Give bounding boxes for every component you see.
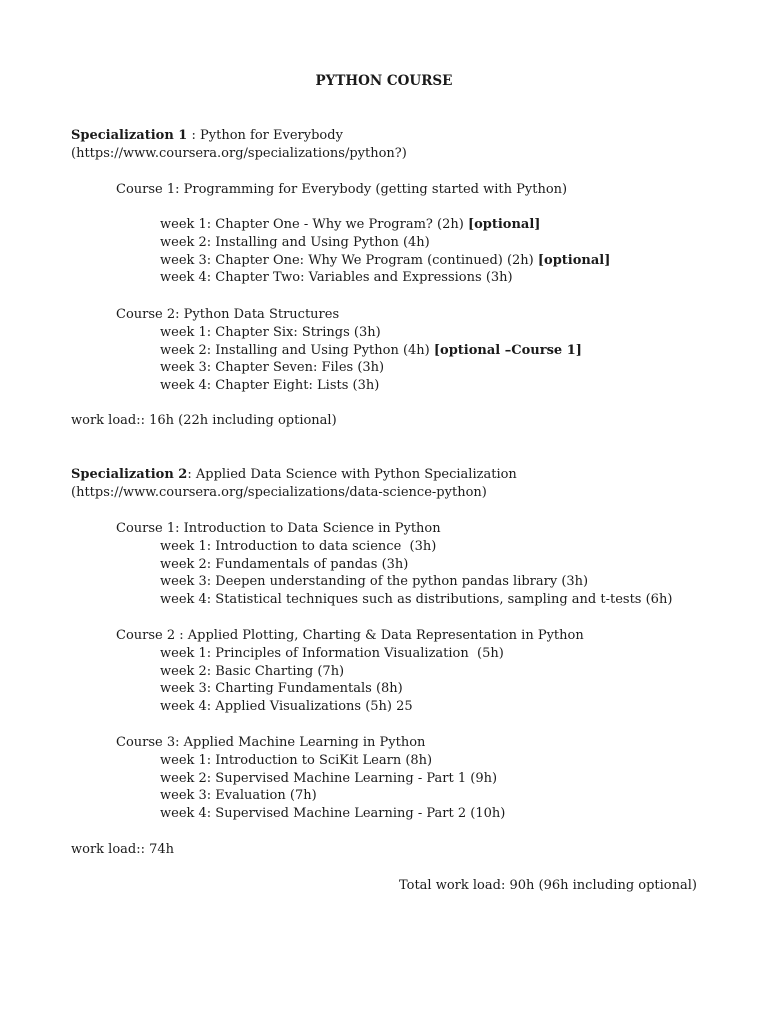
spec2-course3-week: week 3: Evaluation (7h) bbox=[160, 788, 317, 804]
spec1-course1-title: Course 1: Programming for Everybody (getting started with Python) bbox=[116, 182, 568, 197]
spec2-course1 bbox=[71, 520, 672, 609]
spec1-course2-week: week 2: Installing and Using Python (4h) [optional –Course 1] bbox=[160, 342, 582, 358]
spec1-sep: : bbox=[187, 128, 201, 143]
spec2-course2-week: week 3: Charting Fundamentals (8h) bbox=[160, 681, 403, 697]
spec1-course1-weeks bbox=[71, 216, 610, 287]
spec1-course1-week: week 2: Installing and Using Python (4h) bbox=[160, 234, 430, 250]
optional-tag: [optional] bbox=[467, 217, 541, 232]
spec1-course2-week: week 4: Chapter Eight: Lists (3h) bbox=[160, 378, 380, 394]
spec2-course3-week: week 1: Introduction to SciKit Learn (8h) bbox=[160, 752, 433, 768]
spec1-course2-week: week 1: Chapter Six: Strings (3h) bbox=[160, 324, 381, 340]
spec2-heading bbox=[71, 466, 517, 484]
spec1-workload: work load:: 16h (22h including optional) bbox=[71, 413, 337, 428]
spec2-course3-week: week 2: Supervised Machine Learning - Part 1 (9h) bbox=[160, 770, 498, 786]
spec2-course1-title: Course 1: Introduction to Data Science in Python bbox=[116, 521, 441, 536]
specialization-2 bbox=[71, 466, 517, 502]
optional-tag: [optional –Course 1] bbox=[433, 342, 582, 358]
spec2-course1-week: week 3: Deepen understanding of the python pandas library (3h) bbox=[160, 574, 589, 590]
spec1-course1-week: week 1: Chapter One - Why we Program? (2h) [optional] bbox=[160, 217, 541, 232]
spec2-course2-week: week 1: Principles of Information Visualization (5h) bbox=[160, 645, 504, 661]
spec2-sep: : bbox=[187, 467, 196, 482]
spec2-course3-title: Course 3: Applied Machine Learning in Python bbox=[116, 735, 426, 750]
spec2-course1-week: week 1: Introduction to data science (3h) bbox=[160, 538, 437, 554]
spec1-course2-week: week 3: Chapter Seven: Files (3h) bbox=[160, 360, 385, 376]
spec1-name: Python for Everybody bbox=[200, 128, 343, 143]
spec2-label: Specialization 2 bbox=[71, 467, 188, 482]
total-workload: Total work load: 90h (96h including optional) bbox=[398, 878, 697, 893]
spec1-url: (https://www.coursera.org/specializations/python?) bbox=[71, 145, 407, 161]
document-title: PYTHON COURSE bbox=[315, 73, 453, 89]
spec2-course1-week: week 4: Statistical techniques such as distributions, sampling and t-tests (6h) bbox=[160, 592, 673, 608]
spec1-course1-week: week 4: Chapter Two: Variables and Expressions (3h) bbox=[160, 270, 513, 286]
spec1-heading bbox=[71, 127, 407, 145]
spec2-course2 bbox=[71, 627, 584, 716]
spec1-course2 bbox=[71, 306, 582, 395]
spec1-course2-title: Course 2: Python Data Structures bbox=[116, 307, 340, 322]
spec1-course1-week: week 3: Chapter One: Why We Program (continued) (2h) [optional] bbox=[160, 252, 611, 268]
spec2-course3 bbox=[71, 734, 505, 823]
specialization-1 bbox=[71, 127, 407, 163]
spec2-course3-week: week 4: Supervised Machine Learning - Part 2 (10h) bbox=[160, 806, 506, 822]
spec1-course1 bbox=[71, 181, 567, 199]
spec2-course2-week: week 4: Applied Visualizations (5h) 25 bbox=[160, 699, 413, 715]
spec2-url: (https://www.coursera.org/specializations/data-science-python) bbox=[71, 484, 487, 500]
spec2-name: Applied Data Science with Python Specialization bbox=[195, 467, 517, 482]
spec2-course2-title: Course 2 : Applied Plotting, Charting & Data Representation in Python bbox=[116, 628, 584, 643]
spec2-course1-week: week 2: Fundamentals of pandas (3h) bbox=[160, 556, 409, 572]
spec2-workload: work load:: 74h bbox=[71, 842, 175, 857]
spec1-label: Specialization 1 bbox=[71, 128, 188, 143]
optional-tag: [optional] bbox=[537, 252, 611, 268]
spec2-course2-week: week 2: Basic Charting (7h) bbox=[160, 663, 345, 679]
